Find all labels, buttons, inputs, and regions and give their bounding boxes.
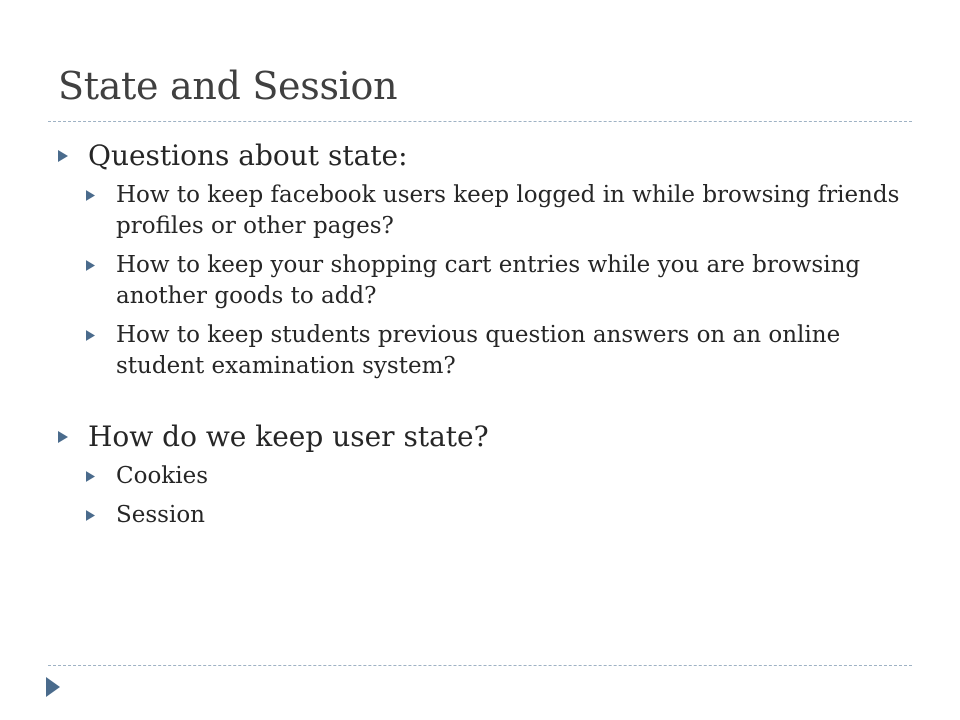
triangle-right-icon [86, 190, 95, 201]
triangle-right-icon [46, 677, 60, 697]
bullet-text: Cookies [116, 463, 208, 489]
bullet-level2 [58, 250, 908, 312]
bullet-level2 [58, 461, 908, 492]
bullet-level2 [58, 500, 908, 531]
bullet-text: How to keep facebook users keep logged in while browsing friends profiles or other pages? [116, 182, 900, 239]
footer-divider [48, 665, 912, 666]
bullet-level2 [58, 320, 908, 382]
triangle-right-icon [86, 330, 95, 341]
bullet-level1 [58, 134, 908, 178]
triangle-right-icon [86, 260, 95, 271]
triangle-right-icon [58, 150, 68, 162]
section-heading: Questions about state: [88, 139, 408, 172]
section-heading: How do we keep user state? [88, 420, 489, 453]
slide-body [58, 134, 908, 531]
bullet-level2 [58, 180, 908, 242]
triangle-right-icon [86, 510, 95, 521]
title-divider [48, 121, 912, 122]
bullet-text: How to keep students previous question answers on an online student examination system? [116, 322, 841, 379]
slide-title: State and Session [58, 64, 398, 108]
bullet-text: How to keep your shopping cart entries while you are browsing another goods to add? [116, 252, 861, 309]
bullet-level1 [58, 415, 908, 459]
spacer [58, 382, 908, 415]
triangle-right-icon [58, 431, 68, 443]
bullet-text: Session [116, 502, 205, 528]
triangle-right-icon [86, 471, 95, 482]
